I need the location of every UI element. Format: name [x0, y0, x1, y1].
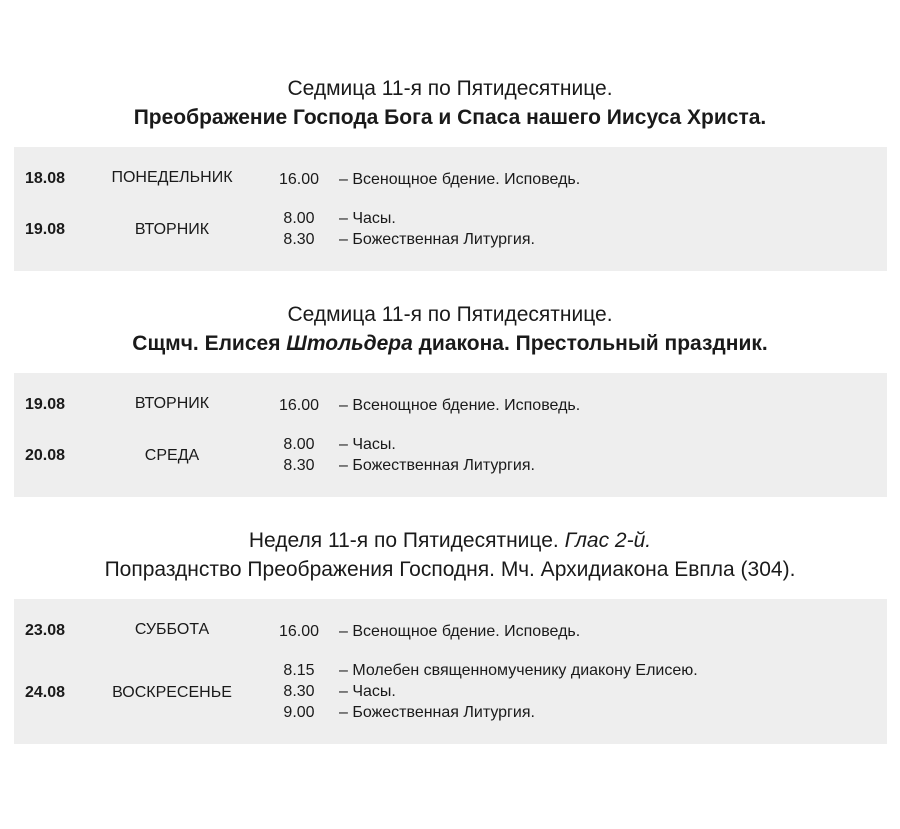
- date: 24.08: [25, 684, 66, 701]
- heading-line-2: Попразднство Преображения Господня. Мч. Архидиакона Евпла (304).: [104, 558, 796, 581]
- heading-text: диакона. Престольный праздник.: [412, 332, 768, 355]
- section-3: [0, 526, 900, 584]
- time: 16.00: [278, 171, 320, 188]
- schedule-block-3: [14, 599, 887, 744]
- times: [269, 395, 329, 416]
- date: 19.08: [25, 396, 66, 413]
- time: 8.30: [283, 457, 315, 474]
- weekday: ВТОРНИК: [134, 221, 210, 238]
- time: 8.30: [283, 231, 315, 248]
- time: 8.00: [283, 210, 315, 227]
- schedule-block-2: [14, 373, 887, 497]
- times: [269, 621, 329, 642]
- heading-text: Сщмч. Елисея: [132, 332, 287, 355]
- schedule-row: [14, 167, 887, 189]
- time: 8.30: [283, 683, 315, 700]
- event: – Всенощное бдение. Исповедь.: [339, 623, 581, 640]
- heading-line-1: Седмица 11-я по Пятидесятнице.: [287, 303, 613, 326]
- heading-line-2: Преображение Господа Бога и Спаса нашего Иисуса Христа.: [133, 106, 767, 129]
- event: – Божественная Литургия.: [339, 457, 535, 474]
- schedule-row: [14, 393, 887, 415]
- times: [269, 208, 329, 250]
- time: 9.00: [283, 704, 315, 721]
- events: [339, 208, 535, 250]
- schedule-row: [14, 660, 887, 726]
- events: [339, 395, 580, 416]
- time: 16.00: [278, 623, 320, 640]
- event: – Всенощное бдение. Исповедь.: [339, 397, 581, 414]
- weekday: ВТОРНИК: [134, 395, 210, 412]
- section-heading: [0, 74, 900, 132]
- heading-italic-tone: Глас 2-й.: [564, 529, 652, 552]
- date: 23.08: [25, 622, 66, 639]
- event: – Молебен священномученику диакону Елисею.: [339, 662, 698, 679]
- event: – Божественная Литургия.: [339, 231, 535, 248]
- schedule-row: [14, 208, 887, 252]
- section-2: [0, 300, 900, 358]
- weekday: СРЕДА: [144, 447, 200, 464]
- schedule-row: [14, 619, 887, 641]
- event: – Всенощное бдение. Исповедь.: [339, 171, 581, 188]
- date: 20.08: [25, 447, 66, 464]
- events: [339, 434, 535, 476]
- heading-line-2: [0, 329, 900, 358]
- times: [269, 434, 329, 476]
- section-heading: [0, 300, 900, 358]
- times: [269, 169, 329, 190]
- heading-italic-name: Штольдера: [286, 332, 413, 355]
- event: – Часы.: [339, 683, 396, 700]
- heading-text: Неделя 11-я по Пятидесятнице.: [248, 529, 565, 552]
- section-1: [0, 74, 900, 132]
- weekday: ПОНЕДЕЛЬНИК: [111, 169, 233, 186]
- heading-line-1: Седмица 11-я по Пятидесятнице.: [287, 77, 613, 100]
- event: – Часы.: [339, 436, 396, 453]
- time: 8.00: [283, 436, 315, 453]
- section-heading: [0, 526, 900, 584]
- time: 16.00: [278, 397, 320, 414]
- schedule-row: [14, 434, 887, 478]
- heading-line-1: [0, 526, 900, 555]
- weekday: ВОСКРЕСЕНЬЕ: [112, 684, 232, 701]
- events: [339, 660, 698, 723]
- event: – Часы.: [339, 210, 396, 227]
- date: 18.08: [25, 170, 66, 187]
- events: [339, 169, 580, 190]
- weekday: СУББОТА: [134, 621, 210, 638]
- event: – Божественная Литургия.: [339, 704, 535, 721]
- schedule-block-1: [14, 147, 887, 271]
- events: [339, 621, 580, 642]
- times: [269, 660, 329, 723]
- date: 19.08: [25, 221, 66, 238]
- time: 8.15: [283, 662, 315, 679]
